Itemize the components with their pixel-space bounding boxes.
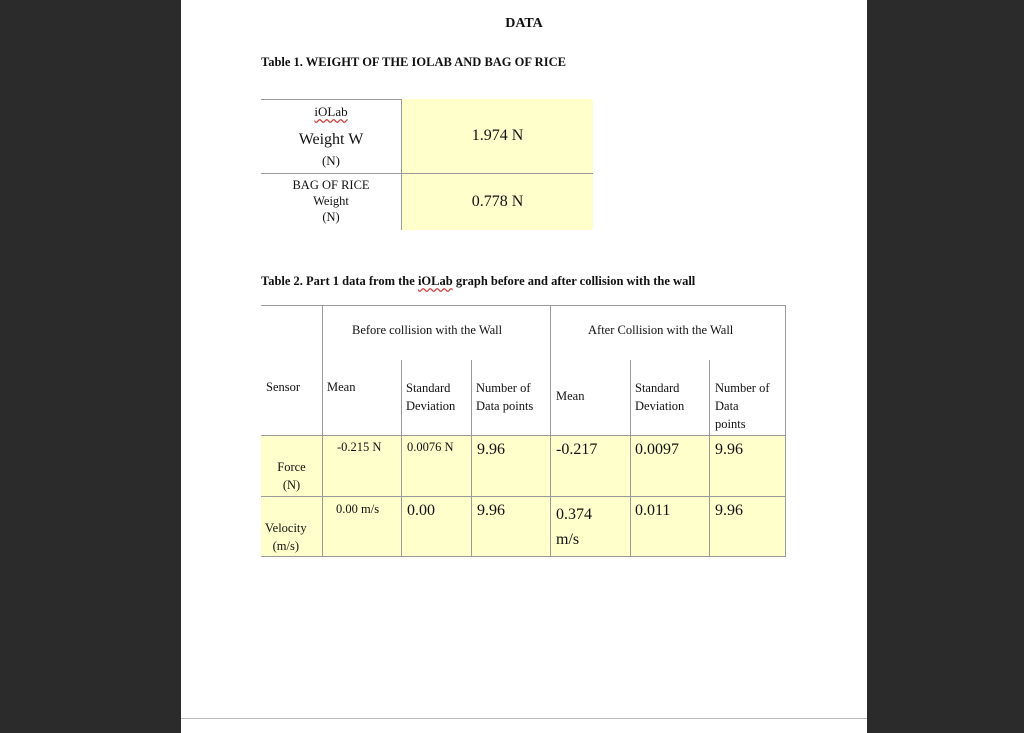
table-border: [630, 360, 631, 557]
caption-text: graph before and after collision with the wall: [452, 274, 696, 288]
table-border: [550, 305, 551, 557]
after-collision-header: After Collision with the Wall: [588, 323, 734, 337]
caption-text: iOLab: [417, 274, 453, 288]
collision-data-table: [261, 305, 786, 557]
header-line: Deviation: [635, 399, 685, 413]
rice-weight-label: [261, 174, 401, 230]
label-line: Weight: [313, 194, 349, 208]
velocity-after-std: 0.011: [635, 502, 671, 519]
iolab-weight-label: [261, 99, 401, 173]
header-line: Number of: [476, 381, 531, 395]
force-after-std: 0.0097: [635, 441, 679, 458]
force-before-count: 9.96: [477, 441, 505, 458]
document-page: [181, 0, 867, 733]
force-sensor-label: [261, 458, 322, 494]
table-border: [785, 305, 786, 557]
table-border: [471, 360, 472, 557]
sensor-header: Sensor: [266, 380, 301, 394]
header-line: Data: [715, 399, 739, 413]
before-mean-header: Mean: [327, 380, 356, 394]
velocity-before-std: 0.00: [407, 502, 435, 519]
page-edge: [181, 718, 867, 719]
header-line: Number of: [715, 381, 770, 395]
document-title: DATA: [505, 16, 543, 31]
iolab-weight-value: 1.974 N: [402, 99, 593, 173]
velocity-sensor-label: [265, 519, 307, 555]
label-line: BAG OF RICE: [292, 178, 370, 192]
label-line: (N): [321, 153, 341, 168]
force-after-mean: -0.217: [556, 441, 598, 458]
header-line: Standard: [635, 381, 680, 395]
sensor-line: Force: [277, 460, 306, 474]
table-border: [261, 435, 786, 436]
rice-weight-value: 0.778 N: [402, 174, 593, 230]
sensor-line: (m/s): [272, 539, 300, 553]
value-line: m/s: [556, 531, 580, 548]
table-border: [401, 360, 402, 557]
header-line: points: [715, 417, 746, 431]
velocity-after-mean: [556, 502, 592, 552]
before-std-header: [406, 379, 455, 415]
force-before-std: 0.0076 N: [407, 440, 454, 454]
velocity-after-count: 9.96: [715, 502, 743, 519]
header-line: Deviation: [406, 399, 456, 413]
table2-caption: [261, 274, 695, 289]
table1-caption: Table 1. WEIGHT OF THE IOLAB AND BAG OF RICE: [261, 55, 566, 69]
caption-text: Table 2. Part 1 data from the: [261, 274, 418, 288]
sensor-line: Velocity: [265, 521, 307, 535]
table-border: [261, 556, 786, 557]
velocity-before-mean: 0.00 m/s: [336, 502, 380, 516]
label-line: iOLab: [314, 104, 348, 119]
value-line: 0.374: [556, 506, 592, 523]
header-line: Standard: [406, 381, 451, 395]
after-std-header: [635, 379, 684, 415]
before-count-header: [476, 379, 533, 415]
after-mean-header: Mean: [556, 389, 585, 403]
before-collision-header: Before collision with the Wall: [352, 323, 503, 337]
table-border: [709, 360, 710, 557]
table-border: [322, 305, 323, 557]
table-border: [261, 305, 786, 306]
table-border: [261, 496, 786, 497]
header-line: Data points: [476, 399, 534, 413]
force-after-count: 9.96: [715, 441, 743, 458]
sensor-line: (N): [282, 478, 301, 492]
label-line: Weight W: [298, 131, 364, 148]
weight-table: [261, 99, 593, 230]
after-count-header: [715, 379, 770, 433]
force-before-mean: -0.215 N: [337, 440, 382, 454]
label-line: (N): [322, 210, 340, 224]
velocity-before-count: 9.96: [477, 502, 505, 519]
